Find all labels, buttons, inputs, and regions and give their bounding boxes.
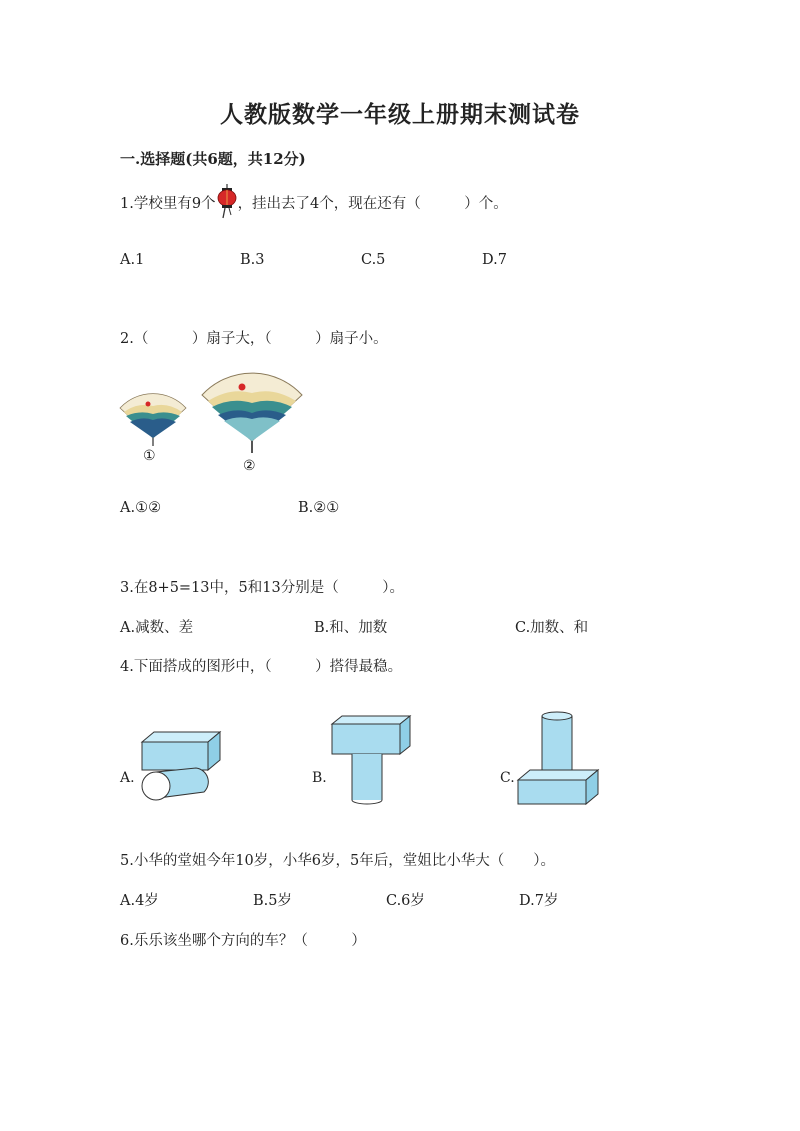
- figure-a-label: A.: [120, 770, 135, 786]
- q5-option-a[interactable]: A.4岁: [120, 893, 159, 909]
- fan-label-2: ②: [243, 458, 256, 474]
- fan-label-1: ①: [143, 448, 156, 464]
- large-fan-image: [200, 381, 304, 457]
- q1-option-b[interactable]: B.3: [240, 252, 265, 268]
- section-heading: 一.选择题(共6题，共12分): [120, 150, 306, 168]
- question-5-stem: 5.小华的堂姐今年10岁，小华6岁，5年后，堂姐比小华大（ ）。: [120, 853, 555, 869]
- question-1-stem-a: 1.学校里有9个: [120, 196, 216, 212]
- question-4-stem: 4.下面搭成的图形中，（ ）搭得最稳。: [120, 659, 403, 675]
- figure-b-box-on-cylinder: [328, 714, 412, 806]
- question-1-stem-b: ，挂出去了4个，现在还有（ ）个。: [237, 196, 508, 212]
- q1-option-c[interactable]: C.5: [361, 252, 386, 268]
- q1-option-d[interactable]: D.7: [482, 252, 507, 268]
- q3-option-a[interactable]: A.减数、差: [120, 620, 194, 636]
- q2-option-a[interactable]: A.①②: [120, 500, 162, 516]
- q5-option-d[interactable]: D.7岁: [519, 893, 559, 909]
- q3-option-c[interactable]: C.加数、和: [515, 620, 589, 636]
- figure-c-cylinder-on-box: [516, 710, 600, 806]
- question-6-stem: 6.乐乐该坐哪个方向的车？（ ）: [120, 933, 366, 949]
- lantern-icon: [216, 194, 238, 208]
- question-1: [120, 192, 508, 213]
- figure-b-label: B.: [312, 770, 327, 786]
- figure-c-label: C.: [500, 770, 515, 786]
- page-title: 人教版数学一年级上册期末测试卷: [220, 101, 580, 128]
- small-fan-image: [118, 398, 188, 448]
- figure-a-box-on-cylinder: [138, 730, 222, 802]
- q5-option-b[interactable]: B.5岁: [253, 893, 292, 909]
- question-2-stem: 2.（ ）扇子大，（ ）扇子小。: [120, 331, 388, 347]
- q1-option-a[interactable]: A.1: [120, 252, 145, 268]
- q5-option-c[interactable]: C.6岁: [386, 893, 425, 909]
- q3-option-b[interactable]: B.和、加数: [314, 620, 388, 636]
- q2-option-b[interactable]: B.②①: [298, 500, 340, 516]
- question-3-stem: 3.在8+5=13中，5和13分别是（ ）。: [120, 580, 404, 596]
